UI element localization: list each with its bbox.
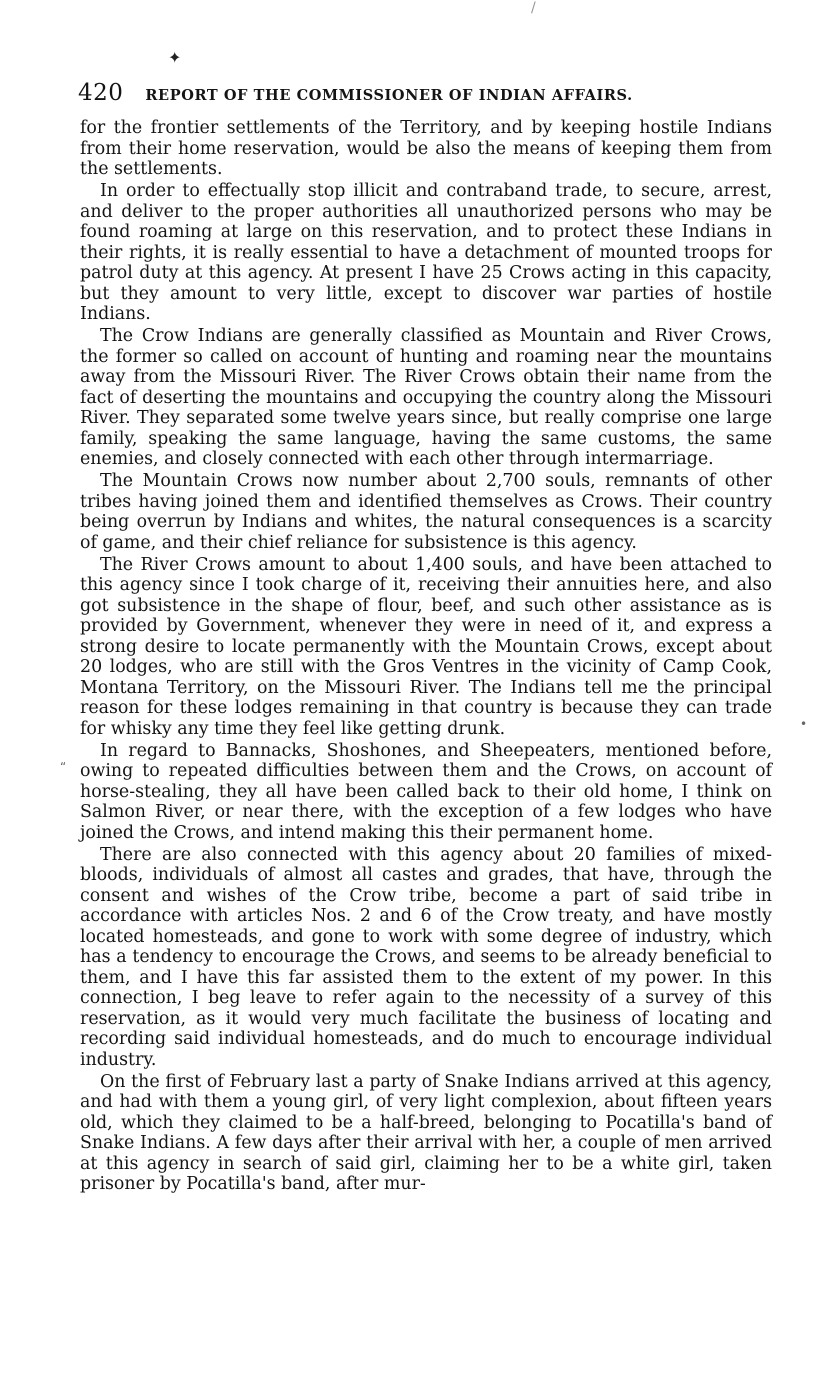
paragraph-river-crows: The River Crows amount to about 1,400 souls, and have been attached to this agency since I took charge of it, receiving their annuities here, and also got subsistence in the shape of flour, beef, and such other assistance as is provided by Government, whenever they were in need of it, and express a strong desire to locate permanently with the Mountain Crows, except about 20 lodges, who are still with the Gros Ventres in the vicinity of Camp Cook, Montana Territory, on the Missouri River. The Indians tell me the principal reason for these lodges remaining in that country is because they can trade for whisky any time they feel like getting drunk. [80,554,772,739]
page-number: 420 [78,80,124,106]
margin-tick-mark: / [531,0,536,16]
page-header [78,80,768,108]
margin-quote-mark: “ [60,760,67,774]
paragraph-bannacks-shoshones: In regard to Bannacks, Shoshones, and Sheepeaters, mentioned before, owing to repeated difficulties between them and the Crows, on account of horse-stealing, they all have been called back to their old home, I think on Salmon River, or near there, with the exception of a few lodges who have joined the Crows, and intend making this their permanent home. [80,740,772,843]
paragraph-snake-indians: On the first of February last a party of Snake Indians arrived at this agency, and had with them a young girl, of very light complexion, about fifteen years old, which they claimed to be a half-breed, belonging to Pocatilla's band of Snake Indians. A few days after their arrival with her, a couple of men arrived at this agency in search of said girl, claiming her to be a white girl, taken prisoner by Pocatilla's band, after mur- [80,1071,772,1194]
stray-ink-mark: ✦ [168,48,182,67]
body-text [80,118,772,1196]
paragraph-contraband-trade: In order to effectually stop illicit and contraband trade, to secure, arrest, and deliver to the proper authorities all unauthorized persons who may be found roaming at large on this reservation, and to protect these Indians in their rights, it is really essential to have a detachment of mounted troops for patrol duty at this agency. At present I have 25 Crows acting in this capacity, but they amount to very little, except to discover war parties of hostile Indians. [80,181,772,324]
running-head: REPORT OF THE COMMISSIONER OF INDIAN AFFAIRS. [145,87,633,104]
paragraph-mountain-crows: The Mountain Crows now number about 2,700 souls, remnants of other tribes having joined them and identified themselves as Crows. Their country being overrun by Indians and whites, the natural consequences is a scarcity of game, and their chief reliance for subsistence is this agency. [80,471,772,553]
margin-dot-mark: • [800,717,808,731]
paragraph-mixed-bloods: There are also connected with this agency about 20 families of mixed-bloods, individuals of almost all castes and grades, that have, through the consent and wishes of the Crow tribe, become a part of said tribe in accordance with articles Nos. 2 and 6 of the Crow treaty, and have mostly located homesteads, and gone to work with some degree of industry, which has a tendency to encourage the Crows, and seems to be already beneficial to them, and I have this far assisted them to the extent of my power. In this connection, I beg leave to refer again to the necessity of a survey of this reservation, as it would very much facilitate the business of locating and recording said individual homesteads, and do much to encourage individual industry. [80,844,772,1070]
paragraph-continuation: for the frontier settlements of the Territory, and by keeping hostile Indians from their home reservation, would be also the means of keeping them from the settlements. [80,118,772,179]
paragraph-crow-classification: The Crow Indians are generally classified as Mountain and River Crows, the former so called on account of hunting and roaming near the mountains away from the Missouri River. The River Crows obtain their name from the fact of deserting the mountains and occupying the country along the Missouri River. They separated some twelve years since, but really comprise one large family, speaking the same language, having the same customs, the same enemies, and closely connected with each other through intermarriage. [80,326,772,469]
